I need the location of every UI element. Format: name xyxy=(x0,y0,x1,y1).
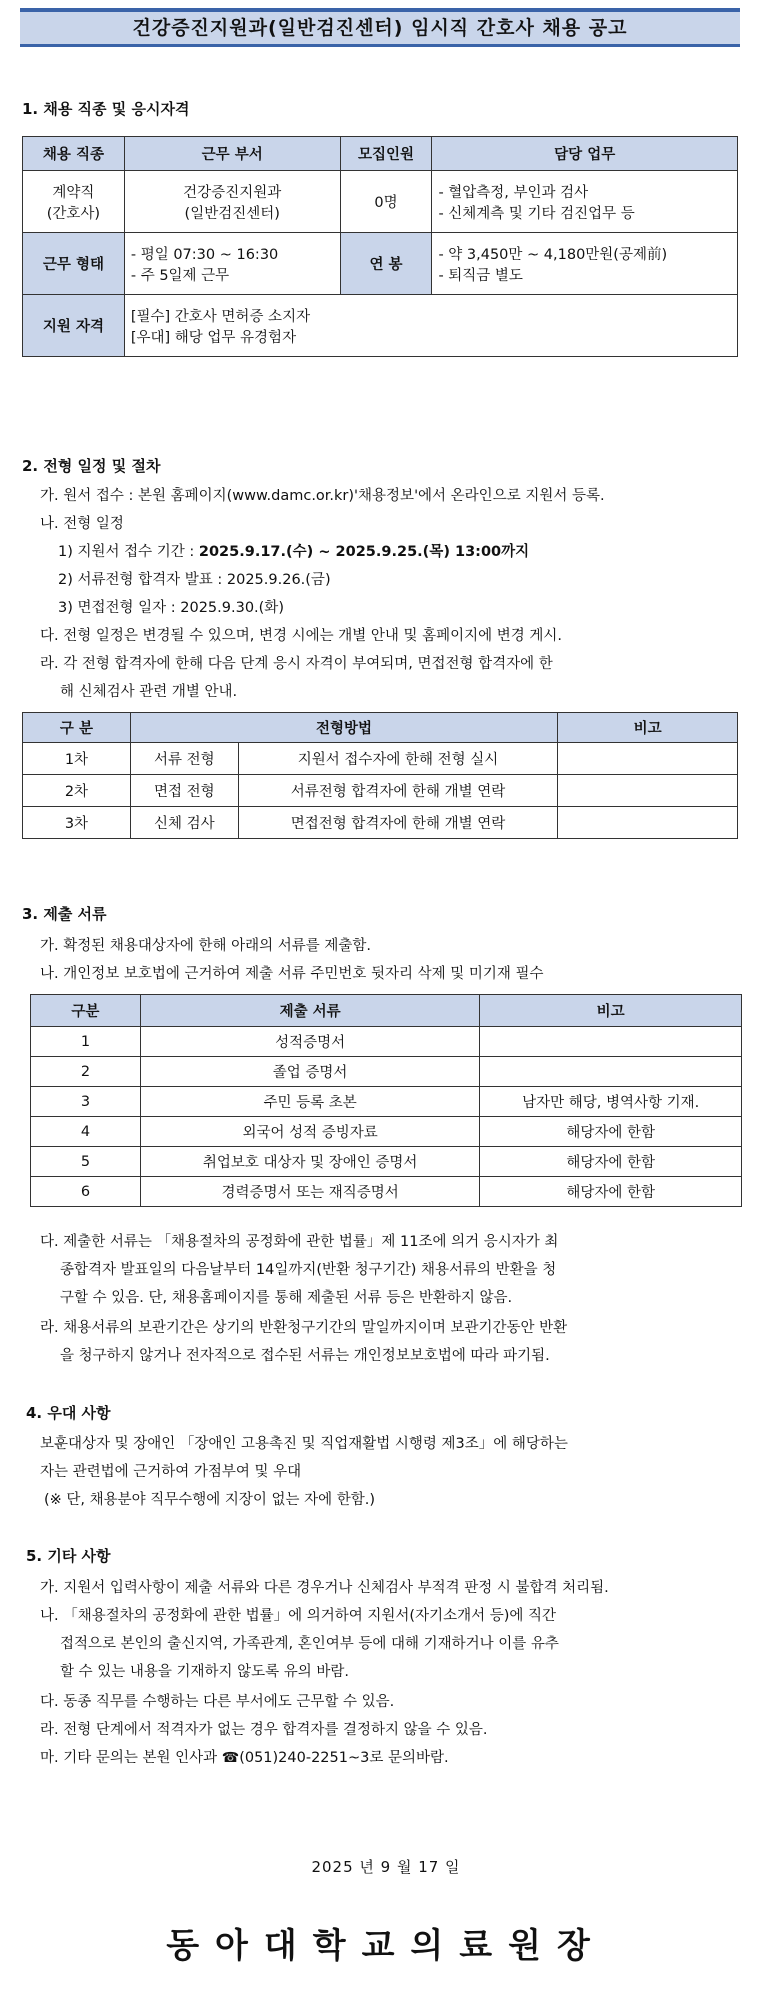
th-count: 모집인원 xyxy=(340,137,432,171)
section1-title: 1. 채용 직종 및 응시자격 xyxy=(22,100,190,118)
work-cell xyxy=(124,233,340,295)
section5-title: 5. 기타 사항 xyxy=(26,1547,111,1565)
section2-title: 2. 전형 일정 및 절차 xyxy=(22,457,161,475)
s5-na-2: 접적으로 본인의 출신지역, 가족관계, 혼인여부 등에 대해 기재하거나 이를 유추 xyxy=(60,1636,559,1652)
s4-line-2: 자는 관련법에 근거하여 가점부여 및 우대 xyxy=(40,1464,302,1480)
table-row xyxy=(31,1117,742,1147)
table-row xyxy=(23,807,738,839)
s2-ra-2: 해 신체검사 관련 개별 안내. xyxy=(60,684,238,700)
work-line1: - 평일 07:30 ~ 16:30 xyxy=(130,246,279,263)
table-row xyxy=(31,1027,742,1057)
qual-cell xyxy=(124,295,737,357)
doc-note-cell: 남자만 해당, 병역사항 기재. xyxy=(480,1087,742,1117)
no-cell: 1 xyxy=(31,1027,141,1057)
qual-label: 지원 자격 xyxy=(23,295,125,357)
th-dept: 근무 부서 xyxy=(124,137,340,171)
duty-line1: - 혈압측정, 부인과 검사 xyxy=(438,184,589,201)
s5-ma-label: 마. 기타 문의는 본원 인사과 xyxy=(40,1750,222,1766)
doc-note-cell: 해당자에 한함 xyxy=(480,1177,742,1207)
type-cell: 신체 검사 xyxy=(130,807,238,839)
dept-cell xyxy=(124,171,340,233)
s3-da-1: 다. 제출한 서류는 「채용절차의 공정화에 관한 법률」제 11조에 의거 응시자가 최 xyxy=(40,1234,559,1250)
note-cell xyxy=(558,743,738,775)
s5-ma xyxy=(40,1746,449,1767)
th-step: 구 분 xyxy=(23,713,131,743)
issuer-signature: 동아대학교의료원장 xyxy=(166,1926,606,1966)
s3-da-2: 종합격자 발표일의 다음날부터 14일까지(반환 청구기간) 채용서류의 반환을 청 xyxy=(60,1262,557,1278)
s2-sched-2: 2) 서류전형 합격자 발표 : 2025.9.26.(금) xyxy=(58,572,331,588)
doc-cell: 주민 등록 초본 xyxy=(140,1087,480,1117)
doc-note-cell xyxy=(480,1057,742,1087)
s2-da: 다. 전형 일정은 변경될 수 있으며, 변경 시에는 개별 안내 및 홈페이지에 변경 게시. xyxy=(40,628,562,644)
note-cell xyxy=(558,775,738,807)
s2-ra-1: 라. 각 전형 합격자에 한해 다음 단계 응시 자격이 부여되며, 면접전형 합격자에 한 xyxy=(40,656,553,672)
recruit-table-header xyxy=(23,137,738,171)
announcement-date: 2025 년 9 월 17 일 xyxy=(311,1858,461,1876)
recruit-table xyxy=(22,136,738,357)
section3-title: 3. 제출 서류 xyxy=(22,905,107,923)
s5-ga: 가. 지원서 입력사항이 제출 서류와 다른 경우거나 신체검사 부적격 판정 시 불합격 처리됨. xyxy=(40,1580,609,1596)
table-row xyxy=(31,1087,742,1117)
th-doc: 제출 서류 xyxy=(140,995,480,1027)
s5-na-3: 할 수 있는 내용을 기재하지 않도록 유의 바람. xyxy=(60,1664,349,1680)
s3-na: 나. 개인정보 보호법에 근거하여 제출 서류 주민번호 뒷자리 삭제 및 미기재 필수 xyxy=(40,966,544,982)
work-line2: - 주 5일제 근무 xyxy=(130,267,230,284)
duty-cell xyxy=(432,171,738,233)
dept-line1: 건강증진지원과 xyxy=(183,184,282,201)
salary-line2: - 퇴직금 별도 xyxy=(438,267,523,284)
doc-note-cell: 해당자에 한함 xyxy=(480,1147,742,1177)
s4-line-1: 보훈대상자 및 장애인 「장애인 고용촉진 및 직업재활법 시행령 제3조」에 해당하는 xyxy=(40,1436,568,1452)
th-no: 구분 xyxy=(31,995,141,1027)
th-job: 채용 직종 xyxy=(23,137,125,171)
step-cell: 1차 xyxy=(23,743,131,775)
count-cell: 0명 xyxy=(340,171,432,233)
salary-cell xyxy=(432,233,738,295)
documents-table-header xyxy=(31,995,742,1027)
th-doc-note: 비고 xyxy=(480,995,742,1027)
job-line1: 계약직 xyxy=(52,184,95,201)
s2-sched-1-label: 1) 지원서 접수 기간 : xyxy=(58,544,199,560)
doc-cell: 외국어 성적 증빙자료 xyxy=(140,1117,480,1147)
no-cell: 3 xyxy=(31,1087,141,1117)
desc-cell: 면접전형 합격자에 한해 개별 연락 xyxy=(238,807,558,839)
table-row xyxy=(31,1147,742,1177)
table-row xyxy=(23,743,738,775)
doc-cell: 취업보호 대상자 및 장애인 증명서 xyxy=(140,1147,480,1177)
s3-ra-2: 을 청구하지 않거나 전자적으로 접수된 서류는 개인정보보호법에 따라 파기됨. xyxy=(60,1348,550,1364)
doc-cell: 졸업 증명서 xyxy=(140,1057,480,1087)
s2-sched-1-date: 2025.9.17.(수) ~ 2025.9.25.(목) 13:00까지 xyxy=(198,544,530,560)
salary-label: 연 봉 xyxy=(340,233,432,295)
salary-line1: - 약 3,450만 ~ 4,180만원(공제前) xyxy=(438,246,668,263)
step-cell: 3차 xyxy=(23,807,131,839)
qual-line1: [필수] 간호사 면허증 소지자 xyxy=(130,308,311,325)
s3-ra-1: 라. 채용서류의 보관기간은 상기의 반환청구기간의 말일까지이며 보관기간동안 반환 xyxy=(40,1320,568,1336)
documents-table xyxy=(30,994,742,1207)
process-table xyxy=(22,712,738,839)
doc-cell: 경력증명서 또는 재직증명서 xyxy=(140,1177,480,1207)
s2-na: 나. 전형 일정 xyxy=(40,516,124,532)
s2-sched-3: 3) 면접전형 일자 : 2025.9.30.(화) xyxy=(58,600,284,616)
s2-ga: 가. 원서 접수 : 본원 홈페이지(www.damc.or.kr)'채용정보'에서 온라인으로 지원서 등록. xyxy=(40,488,605,504)
no-cell: 2 xyxy=(31,1057,141,1087)
note-cell xyxy=(558,807,738,839)
step-cell: 2차 xyxy=(23,775,131,807)
table-row xyxy=(31,1177,742,1207)
doc-note-cell xyxy=(480,1027,742,1057)
th-note: 비고 xyxy=(558,713,738,743)
job-cell xyxy=(23,171,125,233)
s5-ra: 라. 전형 단계에서 적격자가 없는 경우 합격자를 결정하지 않을 수 있음. xyxy=(40,1722,488,1738)
dept-line2: (일반검진센터) xyxy=(184,205,280,222)
recruit-row-2 xyxy=(23,233,738,295)
process-table-header xyxy=(23,713,738,743)
s3-da-3: 구할 수 있음. 단, 채용홈페이지를 통해 제출된 서류 등은 반환하지 않음. xyxy=(60,1290,513,1306)
no-cell: 6 xyxy=(31,1177,141,1207)
duty-line2: - 신체계측 및 기타 검진업무 등 xyxy=(438,205,635,222)
s2-sched-1 xyxy=(58,540,529,561)
desc-cell: 지원서 접수자에 한해 전형 실시 xyxy=(238,743,558,775)
s5-na-1: 나. 「채용절차의 공정화에 관한 법률」에 의거하여 지원서(자기소개서 등)에 직간 xyxy=(40,1608,557,1624)
th-method: 전형방법 xyxy=(130,713,557,743)
doc-cell: 성적증명서 xyxy=(140,1027,480,1057)
s5-da: 다. 동종 직무를 수행하는 다른 부서에도 근무할 수 있음. xyxy=(40,1694,395,1710)
qual-line2: [우대] 해당 업무 유경험자 xyxy=(130,329,297,346)
work-label: 근무 형태 xyxy=(23,233,125,295)
type-cell: 서류 전형 xyxy=(130,743,238,775)
s4-line-3: (※ 단, 채용분야 직무수행에 지장이 없는 자에 한함.) xyxy=(44,1492,376,1508)
doc-note-cell: 해당자에 한함 xyxy=(480,1117,742,1147)
recruit-row-3 xyxy=(23,295,738,357)
section4-title: 4. 우대 사항 xyxy=(26,1404,111,1422)
s3-ga: 가. 확정된 채용대상자에 한해 아래의 서류를 제출함. xyxy=(40,938,372,954)
type-cell: 면접 전형 xyxy=(130,775,238,807)
no-cell: 5 xyxy=(31,1147,141,1177)
recruit-row-1 xyxy=(23,171,738,233)
desc-cell: 서류전형 합격자에 한해 개별 연락 xyxy=(238,775,558,807)
table-row xyxy=(23,775,738,807)
th-duty: 담당 업무 xyxy=(432,137,738,171)
phone-icon: ☎ xyxy=(221,1750,240,1766)
page-title: 건강증진지원과(일반검진센터) 임시직 간호사 채용 공고 xyxy=(20,12,740,47)
s5-ma-phone: (051)240-2251~3로 문의바람. xyxy=(239,1750,449,1766)
no-cell: 4 xyxy=(31,1117,141,1147)
table-row xyxy=(31,1057,742,1087)
job-line2: (간호사) xyxy=(46,205,101,222)
